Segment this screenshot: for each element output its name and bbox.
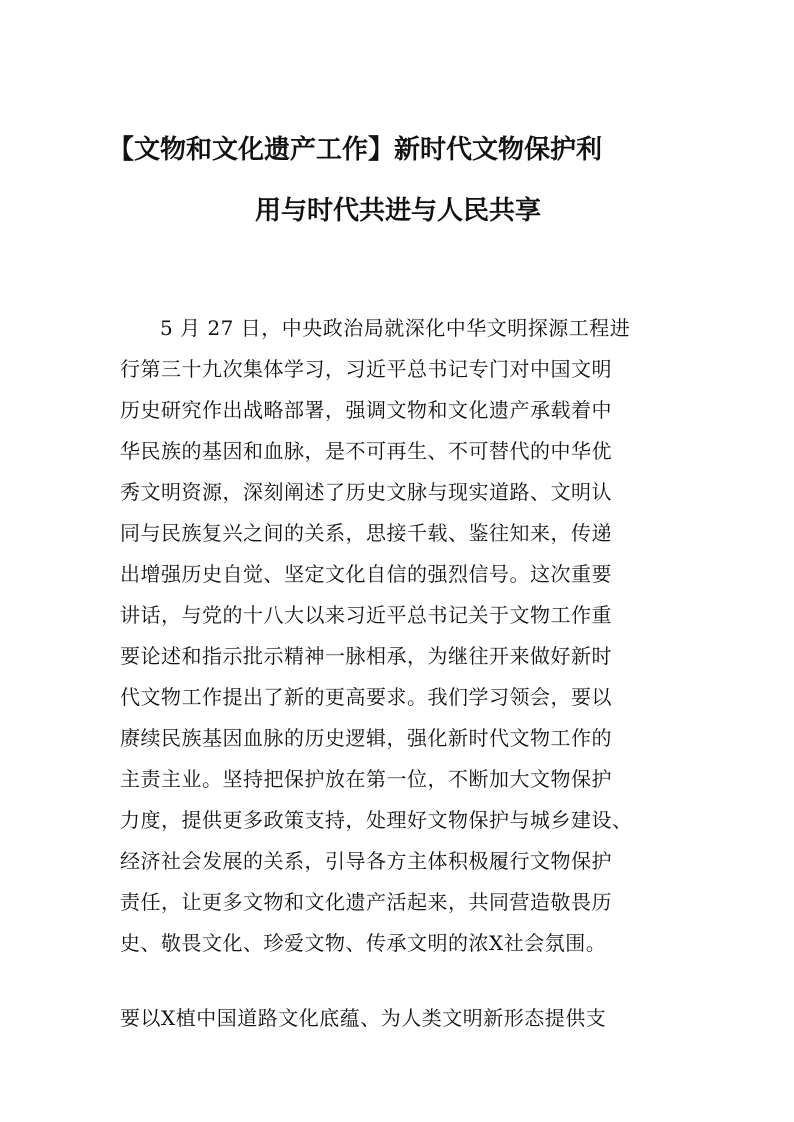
body-line-5: 秀文明资源，深刻阐述了历史文脉与现实道路、文明认 <box>120 480 612 504</box>
body-line-12: 主责主业。坚持把保护放在第一位，不断加大文物保护 <box>120 767 612 791</box>
document-title-line-2: 用与时代共进与人民共享 <box>254 196 541 226</box>
body-line-4: 华民族的基因和血脉，是不可再生、不可替代的中华优 <box>120 439 612 463</box>
body-line-7: 出增强历史自觉、坚定文化自信的强烈信号。这次重要 <box>120 562 612 586</box>
body-line-2: 行第三十九次集体学习，习近平总书记专门对中国文明 <box>120 357 612 381</box>
body-line-15: 责任，让更多文物和文化遗产活起来，共同营造敬畏历 <box>120 890 612 914</box>
document-title-line-1: 【文物和文化遗产工作】新时代文物保护利 <box>108 135 603 165</box>
body-line-3: 历史研究作出战略部署，强调文物和文化遗产承载着中 <box>120 398 612 422</box>
body-line-10: 代文物工作提出了新的更高要求。我们学习领会，要以 <box>120 685 612 709</box>
body-line-11: 赓续民族基因血脉的历史逻辑，强化新时代文物工作的 <box>120 726 612 750</box>
body-line-16: 史、敬畏文化、珍爱文物、传承文明的浓X社会氛围。 <box>120 931 607 955</box>
body-line-1: 5 月 27 日，中央政治局就深化中华文明探源工程进 <box>160 316 631 340</box>
body-line-8: 讲话，与党的十八大以来习近平总书记关于文物工作重 <box>120 603 612 627</box>
body-line-17: 要以X植中国道路文化底蕴、为人类文明新形态提供支 <box>120 1006 607 1030</box>
body-line-13: 力度，提供更多政策支持，处理好文物保护与城乡建设、 <box>120 808 633 832</box>
body-line-9: 要论述和指示批示精神一脉相承，为继往开来做好新时 <box>120 644 612 668</box>
body-line-14: 经济社会发展的关系，引导各方主体积极履行文物保护 <box>120 849 612 873</box>
body-line-6: 同与民族复兴之间的关系，思接千载、鉴往知来，传递 <box>120 521 612 545</box>
